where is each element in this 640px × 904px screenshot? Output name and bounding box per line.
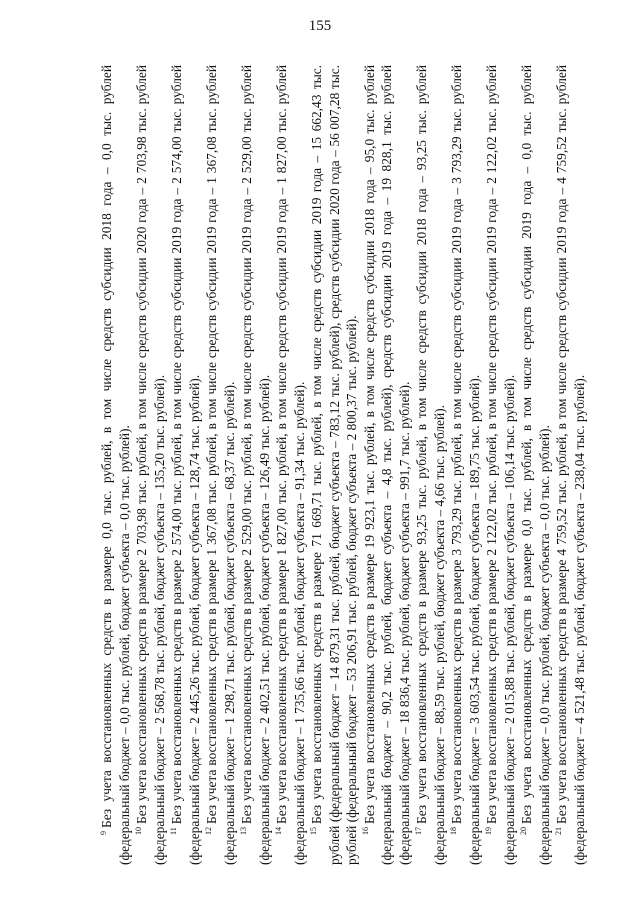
footnote-text: Без учета восстановленных средств в размере 1 367,08 тыс. рублей, в том числе средств субсидии 2019 года – 1 367,08 тыс. рублей (федеральный бюджет – 1 298,71 тыс. рублей, бюджет субъекта – 68,37 тыс. рублей). xyxy=(204,65,237,865)
footnote-text: Без учета восстановленных средств в размере 93,25 тыс. рублей, в том числе средств субсидии 2018 года – 93,25 тыс. рублей (федеральный бюджет – 88,59 тыс. рублей, бюджет субъекта – 4,66 тыс. рублей). xyxy=(414,65,447,865)
footnote xyxy=(413,65,448,865)
footnotes-block xyxy=(98,65,588,865)
footnote-text: Без учета восстановленных средств в размере 19 923,1 тыс. рублей, в том числе средств субсидии 2018 года – 95,0 тыс. рублей (федеральный бюджет – 90,2 тыс. рублей, бюджет субъекта – 4,8 тыс. рублей), средств субсидии 2019 года – 19 828,1 тыс. рублей (федеральный бюджет – 18 836,4 тыс. рублей, бюджет субъекта – 991,7 тыс. рублей). xyxy=(361,65,412,865)
footnote-number: 16 xyxy=(361,827,371,835)
footnote-number: 15 xyxy=(308,827,318,835)
footnote-number: 21 xyxy=(553,827,563,835)
footnote xyxy=(168,65,203,865)
footnote-text: Без учета восстановленных средств в размере 2 703,98 тыс. рублей, в том числе средств субсидии 2020 года – 2 703,98 тыс. рублей (федеральный бюджет – 2 568,78 тыс. рублей, бюджет субъекта – 135,20 тыс. рублей). xyxy=(134,65,167,865)
footnote xyxy=(518,65,553,865)
footnote xyxy=(361,65,414,865)
footnote-number: 10 xyxy=(133,827,143,835)
footnote-number: 17 xyxy=(413,827,423,835)
footnote-number: 11 xyxy=(168,827,178,835)
footnote-number: 18 xyxy=(448,827,458,835)
footnote xyxy=(308,65,361,865)
footnote xyxy=(483,65,518,865)
footnote xyxy=(273,65,308,865)
footnote-number: 9 xyxy=(98,831,108,835)
footnote xyxy=(448,65,483,865)
footnote xyxy=(553,65,588,865)
footnote-text: Без учета восстановленных средств в размере 4 759,52 тыс. рублей, в том числе средств субсидии 2019 года – 4 759,52 тыс. рублей (федеральный бюджет – 4 521,48 тыс. рублей, бюджет субъекта – 238,04 тыс. рублей). xyxy=(554,65,587,865)
footnote-number: 20 xyxy=(518,827,528,835)
footnote-number: 12 xyxy=(203,827,213,835)
footnote-number: 13 xyxy=(238,827,248,835)
footnote xyxy=(203,65,238,865)
footnote-text: Без учета восстановленных средств в размере 0,0 тыс. рублей, в том числе средств субсидии 2018 года – 0,0 тыс. рублей (федеральный бюджет – 0,0 тыс. рублей, бюджет субъекта – 0,0 тыс. рублей). xyxy=(99,65,132,865)
footnote-text: Без учета восстановленных средств в размере 2 529,00 тыс. рублей, в том числе средств субсидии 2019 года – 2 529,00 тыс. рублей (федеральный бюджет – 2 402,51 тыс. рублей, бюджет субъекта – 126,49 тыс. рублей). xyxy=(239,65,272,865)
footnote xyxy=(98,65,133,865)
footnote-text: Без учета восстановленных средств в размере 1 827,00 тыс. рублей, в том числе средств субсидии 2019 года – 1 827,00 тыс. рублей (федеральный бюджет – 1 735,66 тыс. рублей, бюджет субъекта – 91,34 тыс. рублей). xyxy=(274,65,307,865)
page-number: 155 xyxy=(308,18,332,34)
footnote-number: 19 xyxy=(483,827,493,835)
footnote xyxy=(238,65,273,865)
footnote-text: Без учета восстановленных средств в размере 2 574,00 тыс. рублей, в том числе средств субсидии 2019 года – 2 574,00 тыс. рублей (федеральный бюджет – 2 445,26 тыс. рублей, бюджет субъекта – 128,74 тыс. рублей). xyxy=(169,65,202,865)
footnote-text: Без учета восстановленных средств в размере 0,0 тыс. рублей, в том числе средств субсидии 2019 года – 0,0 тыс. рублей (федеральный бюджет – 0,0 тыс. рублей, бюджет субъекта – 0,0 тыс. рублей). xyxy=(519,65,552,865)
footnote-number: 14 xyxy=(273,827,283,835)
footnote-text: Без учета восстановленных средств в размере 3 793,29 тыс. рублей, в том числе средств субсидии 2019 года – 3 793,29 тыс. рублей (федеральный бюджет – 3 603,54 тыс. рублей, бюджет субъекта – 189,75 тыс. рублей). xyxy=(449,65,482,865)
footnote xyxy=(133,65,168,865)
footnote-text: Без учета восстановленных средств в размере 71 669,71 тыс. рублей, в том числе средств субсидии 2019 года – 15 662,43 тыс. рублей (федеральный бюджет – 14 879,31 тыс. рублей, бюджет субъекта – 783,12 тыс. рублей), средств субсидии 2020 года – 56 007,28 тыс. рублей (федеральный бюджет – 53 206,91 тыс. рублей, бюджет субъекта – 2 800,37 тыс. рублей). xyxy=(309,65,359,865)
footnote-text: Без учета восстановленных средств в размере 2 122,02 тыс. рублей, в том числе средств субсидии 2019 года – 2 122,02 тыс. рублей (федеральный бюджет – 2 015,88 тыс. рублей, бюджет субъекта – 106,14 тыс. рублей). xyxy=(484,65,517,865)
